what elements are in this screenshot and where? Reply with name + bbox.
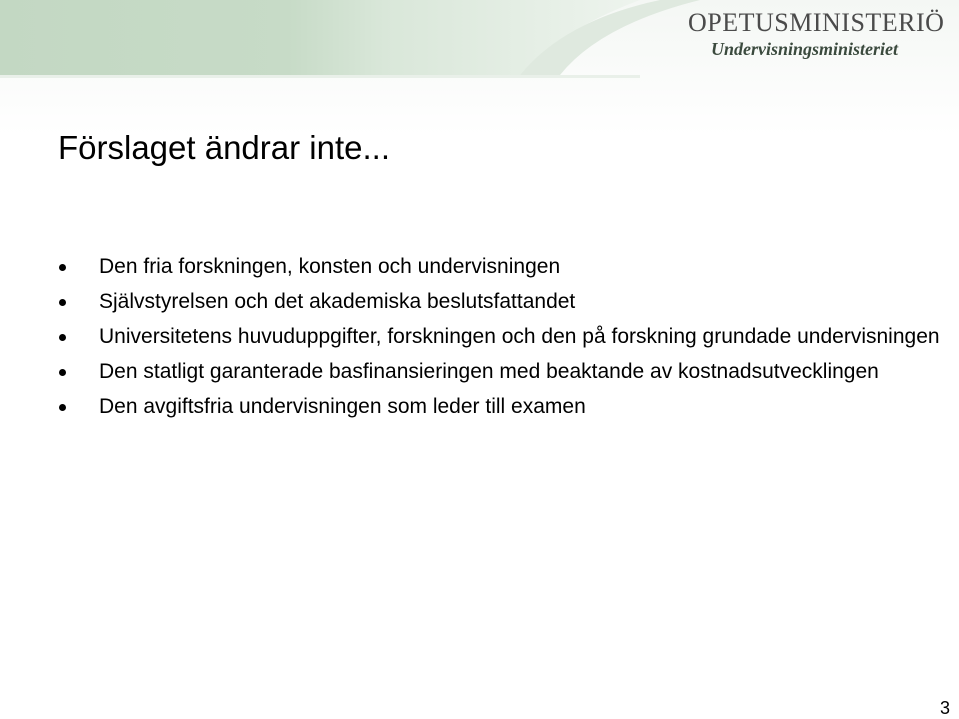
bullet-item — [0, 357, 959, 388]
bullet-text: Den fria forskningen, konsten och undervisningen — [99, 255, 561, 278]
bullet-icon — [59, 264, 66, 271]
bullet-text: Självstyrelsen och det akademiska beslutsfattandet — [99, 290, 576, 313]
bullet-item — [0, 322, 959, 353]
bullet-item — [0, 392, 959, 423]
slide-title: Förslaget ändrar inte... — [58, 129, 390, 166]
bullet-icon — [59, 299, 66, 306]
bullet-icon — [59, 404, 66, 411]
bullet-text: Den statligt garanterade basfinansieringen med beaktande av kostnadsutvecklingen — [99, 360, 879, 383]
bullet-icon — [59, 334, 66, 341]
bullet-text: Universitetens huvuduppgifter, forskningen och den på forskning grundade undervisningen — [99, 325, 940, 348]
bullet-item — [0, 287, 959, 318]
bullet-list — [0, 252, 959, 427]
logo-title: OPETUSMINISTERIÖ — [688, 8, 945, 37]
header-band — [0, 0, 959, 135]
bullet-item — [0, 252, 959, 283]
bullet-icon — [59, 369, 66, 376]
ministry-logo — [688, 8, 950, 60]
page-number: 3 — [939, 698, 950, 718]
logo-subtitle: Undervisningsministeriet — [711, 39, 899, 59]
bullet-text: Den avgiftsfria undervisningen som leder till examen — [99, 395, 586, 418]
